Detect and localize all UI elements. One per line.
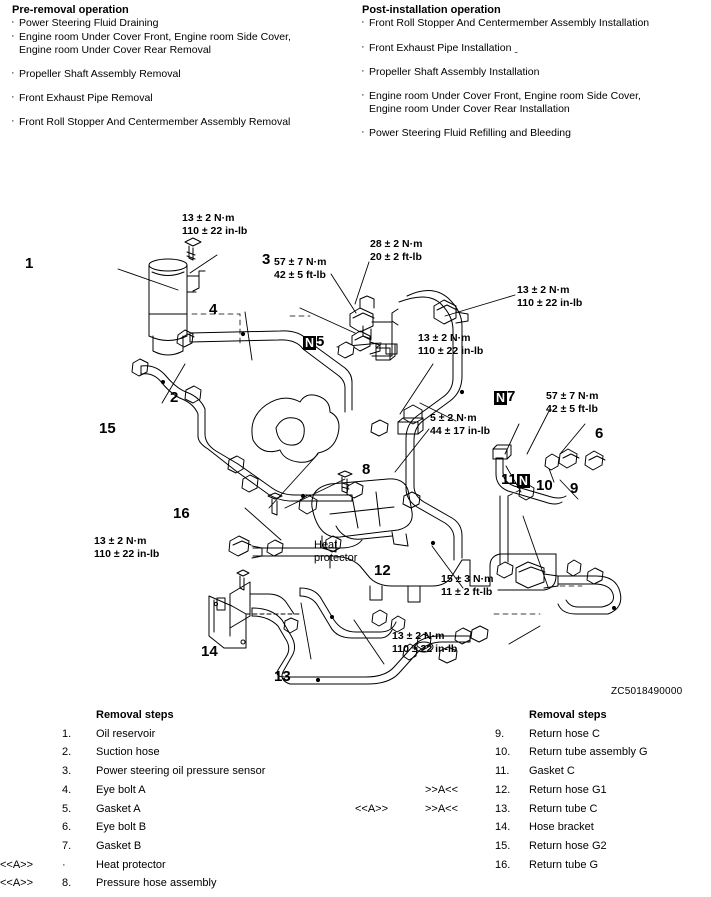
mark-cell-2: >>A<< bbox=[425, 783, 459, 796]
step-number: 2. bbox=[62, 746, 72, 759]
torque-callout: 5 ± 2 N·m 44 ± 17 in-lb bbox=[430, 412, 491, 437]
table-row bbox=[0, 762, 265, 781]
torque-callout: 13 ± 2 N·m 110 ± 22 in-lb bbox=[94, 535, 160, 560]
item-number-10: 10 bbox=[536, 477, 553, 494]
removal-steps-left bbox=[0, 706, 355, 893]
torque-callout: 15 ± 3 N·m 11 ± 2 ft-lb bbox=[441, 573, 494, 598]
torque-callout: 13 ± 2 N·m 110 ± 22 in-lb bbox=[517, 284, 583, 309]
table-header-row bbox=[0, 706, 265, 725]
item-number-9: 9 bbox=[570, 480, 579, 497]
mark-cell: <<A>> bbox=[0, 877, 34, 890]
return-hose-g1-part bbox=[300, 588, 405, 638]
step-number: 10. bbox=[495, 746, 511, 759]
mark-cell bbox=[0, 818, 62, 837]
hose-bracket-part bbox=[209, 570, 250, 648]
removal-steps-left-heading: Removal steps bbox=[96, 709, 174, 721]
step-name: Eye bolt A bbox=[96, 783, 146, 796]
post-installation-list bbox=[358, 17, 708, 140]
bullet-icon: · bbox=[11, 30, 15, 42]
mark-cell bbox=[355, 743, 425, 762]
gasket-b-part bbox=[545, 454, 559, 470]
mark-cell: <<A>> bbox=[355, 802, 389, 815]
bullet-icon: · bbox=[361, 126, 365, 138]
bullet-icon: · bbox=[11, 115, 15, 127]
step-number: 4. bbox=[62, 783, 72, 796]
step-name: Return hose C bbox=[529, 727, 600, 740]
list-item: · Propeller Shaft Assembly Installation bbox=[361, 65, 540, 78]
gasket-c-assembly bbox=[497, 496, 558, 588]
item-number-6: 6 bbox=[595, 425, 604, 442]
return-hose-g2-part bbox=[132, 359, 238, 471]
pre-removal-list bbox=[8, 17, 356, 129]
step-name: Heat protector bbox=[96, 858, 166, 871]
table-row bbox=[355, 800, 648, 819]
list-item: · Engine room Under Cover Front, Engine room Side Cover, Engine room Under Cover Rear Removal bbox=[11, 30, 291, 56]
step-name: Pressure hose assembly bbox=[96, 877, 217, 890]
table-row bbox=[0, 725, 265, 744]
step-name: Return tube G bbox=[529, 858, 599, 871]
mark-cell bbox=[0, 800, 62, 819]
mark-cell-2 bbox=[425, 818, 495, 837]
item-number-13: 13 bbox=[274, 668, 291, 685]
mark-cell bbox=[0, 781, 62, 800]
step-number: 11. bbox=[495, 765, 510, 778]
table-row bbox=[0, 837, 265, 856]
heat-protector-label: Heat protector bbox=[314, 539, 358, 564]
mark-cell-2 bbox=[425, 856, 495, 875]
step-name: Return hose G1 bbox=[529, 783, 607, 796]
torque-callout: 13 ± 2 N·m 110 ± 22 in-lb bbox=[182, 212, 248, 237]
mark-cell bbox=[355, 837, 425, 856]
mark-cell bbox=[355, 725, 425, 744]
item-number-5-with-n-badge: N 5 bbox=[305, 333, 325, 350]
mark-cell-2: >>A<< bbox=[425, 802, 459, 815]
n-badge-icon: N bbox=[496, 391, 506, 405]
mark-cell-2 bbox=[425, 743, 495, 762]
step-number: 9. bbox=[495, 727, 505, 740]
table-row bbox=[355, 856, 648, 875]
mark-cell: <<A>> bbox=[0, 858, 34, 871]
mark-cell bbox=[355, 762, 425, 781]
item-number-3: 3 bbox=[262, 251, 271, 268]
eye-bolt-b-part bbox=[559, 449, 605, 470]
pre-removal-title: Pre-removal operation bbox=[12, 4, 129, 16]
removal-steps-left-table bbox=[0, 706, 265, 893]
mark-cell bbox=[355, 781, 425, 800]
return-hose-c-part bbox=[558, 568, 621, 614]
torque-callout: 57 ± 7 N·m 42 ± 5 ft-lb bbox=[546, 390, 599, 415]
table-row bbox=[0, 743, 265, 762]
power-steering-hose-diagram bbox=[0, 196, 711, 702]
list-item: · Front Roll Stopper And Centermember Assembly Removal bbox=[11, 115, 291, 128]
table-row bbox=[355, 762, 648, 781]
list-item: · Propeller Shaft Assembly Removal bbox=[11, 67, 181, 80]
step-number: · bbox=[62, 858, 66, 871]
list-item: · Power Steering Fluid Draining bbox=[11, 16, 159, 29]
step-number: 13. bbox=[495, 802, 511, 815]
torque-callout: 28 ± 2 N·m 20 ± 2 ft-lb bbox=[370, 238, 423, 263]
item-number-15: 15 bbox=[99, 420, 116, 437]
return-tube-g-part bbox=[228, 456, 352, 501]
list-item: · Front Roll Stopper And Centermember Assembly Installation bbox=[361, 16, 650, 29]
removal-steps-right-table bbox=[355, 706, 648, 874]
pre-removal-section bbox=[8, 4, 356, 130]
step-name: Eye bolt B bbox=[96, 821, 147, 834]
item-number-1: 1 bbox=[25, 255, 34, 272]
bullet-icon: · bbox=[361, 16, 365, 28]
n-badge-icon: N bbox=[518, 474, 528, 488]
step-name: Suction hose bbox=[96, 746, 160, 759]
step-number: 14. bbox=[495, 821, 511, 834]
oil-reservoir-part bbox=[149, 238, 205, 355]
step-number: 6. bbox=[62, 821, 72, 834]
list-item: · Front Exhaust Pipe Removal bbox=[11, 91, 153, 104]
n-badge-icon: N bbox=[305, 336, 315, 350]
item-number-16: 16 bbox=[173, 505, 190, 522]
table-row bbox=[355, 818, 648, 837]
table-row bbox=[0, 874, 265, 893]
list-item: · Engine room Under Cover Front, Engine room Side Cover, Engine room Under Cover Rear Installation bbox=[361, 89, 641, 115]
torque-callout: 13 ± 2 N·m 110 ± 22 in-lb bbox=[418, 332, 484, 357]
item-number-11-with-n-badge: 11 N bbox=[501, 471, 528, 488]
step-name: Oil reservoir bbox=[96, 727, 156, 740]
removal-steps-right-heading: Removal steps bbox=[529, 709, 607, 721]
list-item: · Front Exhaust Pipe Installation ˍ bbox=[361, 41, 518, 54]
item-number-8: 8 bbox=[362, 461, 371, 478]
mark-cell bbox=[355, 818, 425, 837]
mark-cell-2 bbox=[425, 725, 495, 744]
item-number-14: 14 bbox=[201, 643, 218, 660]
step-number: 3. bbox=[62, 765, 72, 778]
table-row bbox=[355, 837, 648, 856]
table-header-row bbox=[355, 706, 648, 725]
mark-cell-2 bbox=[425, 762, 495, 781]
table-row bbox=[0, 800, 265, 819]
post-installation-section bbox=[358, 4, 708, 141]
power-steering-pump bbox=[252, 395, 339, 462]
step-number: 5. bbox=[62, 802, 72, 815]
post-installation-title: Post-installation operation bbox=[362, 4, 501, 16]
item-number-4: 4 bbox=[209, 301, 218, 318]
leader-lines bbox=[118, 255, 585, 664]
removal-steps-right bbox=[355, 706, 711, 874]
table-row bbox=[0, 856, 265, 875]
item-number-2: 2 bbox=[170, 389, 179, 406]
suction-hose-part bbox=[190, 331, 352, 412]
step-name: Return tube C bbox=[529, 802, 598, 815]
item-number-12: 12 bbox=[374, 562, 391, 579]
step-name: Gasket B bbox=[96, 839, 142, 852]
step-name: Gasket C bbox=[529, 765, 575, 778]
torque-callout: 13 ± 2 N·m 110 ± 22 in-lb bbox=[392, 630, 458, 655]
step-name: Hose bracket bbox=[529, 821, 594, 834]
bullet-icon: · bbox=[361, 89, 365, 101]
figure-code: ZC5018490000 bbox=[611, 686, 683, 697]
step-name: Gasket A bbox=[96, 802, 141, 815]
mark-cell bbox=[0, 725, 62, 744]
bullet-icon: · bbox=[361, 41, 365, 53]
bullet-icon: · bbox=[11, 91, 15, 103]
crossmember-outline bbox=[253, 540, 556, 602]
table-row bbox=[355, 781, 648, 800]
bullet-icon: · bbox=[11, 16, 15, 28]
step-name: Return hose G2 bbox=[529, 839, 607, 852]
step-number: 15. bbox=[495, 839, 511, 852]
step-number: 7. bbox=[62, 839, 72, 852]
mark-cell bbox=[355, 856, 425, 875]
table-row bbox=[355, 743, 648, 762]
table-row bbox=[355, 725, 648, 744]
table-row bbox=[0, 818, 265, 837]
bullet-icon: · bbox=[11, 67, 15, 79]
item-number-7-with-n-badge: N 7 bbox=[496, 388, 516, 405]
mark-cell bbox=[0, 762, 62, 781]
torque-callout: 57 ± 7 N·m 42 ± 5 ft-lb bbox=[274, 256, 327, 281]
step-number: 16. bbox=[495, 858, 511, 871]
step-number: 12. bbox=[495, 783, 511, 796]
mark-cell-2 bbox=[425, 837, 495, 856]
gasket-a-part bbox=[338, 342, 354, 358]
step-name: Return tube assembly G bbox=[529, 746, 648, 759]
table-row bbox=[0, 781, 265, 800]
step-number: 8. bbox=[62, 877, 72, 890]
mark-cell bbox=[0, 837, 62, 856]
list-item: · Power Steering Fluid Refilling and Bleeding bbox=[361, 126, 571, 139]
step-name: Power steering oil pressure sensor bbox=[96, 765, 266, 778]
diagram-svg bbox=[0, 196, 711, 702]
mark-cell bbox=[0, 743, 62, 762]
bullet-icon: · bbox=[361, 65, 365, 77]
step-number: 1. bbox=[62, 727, 72, 740]
